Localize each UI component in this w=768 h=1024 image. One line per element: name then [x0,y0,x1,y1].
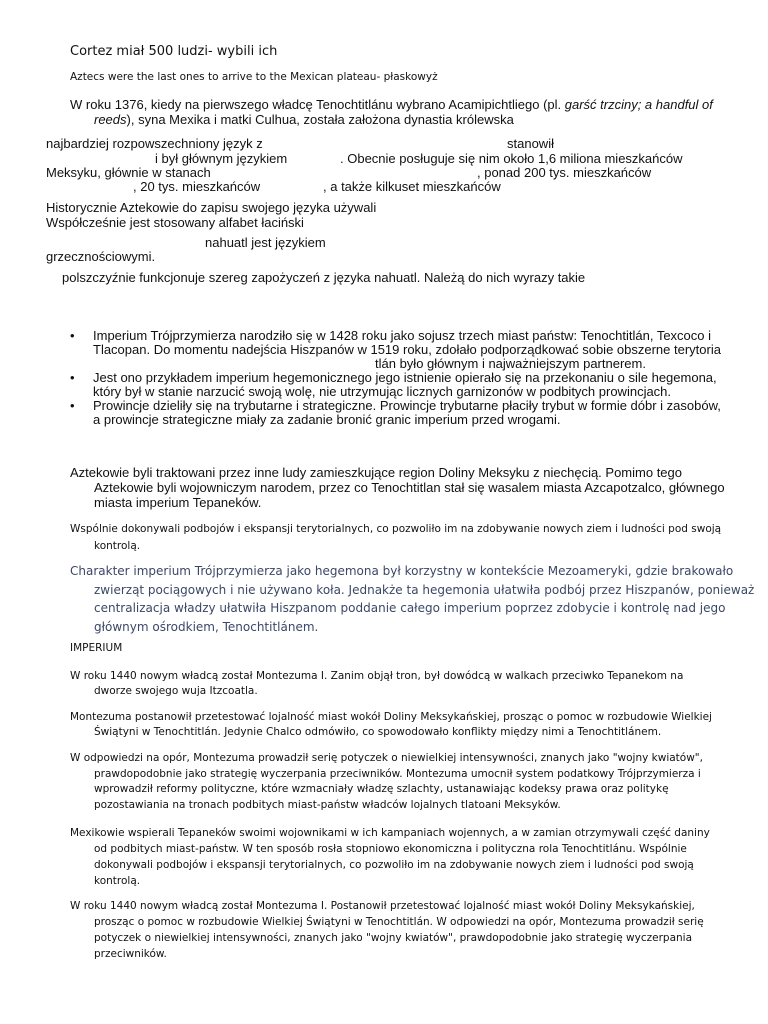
imperium-bullet-list [70,329,720,427]
conquest-line-2: kontrolą. [94,540,141,552]
lang-row1-left: najbardziej rozpowszechniony język z [46,136,263,151]
montezuma1-line-2: dworze swojego wuja Itzcoatla. [94,685,258,697]
bullet-2-line-2: który był w stanie narzucić swoją wolę, nie utrzymując licznych garnizonów w podbitych prowincjach. [93,384,672,399]
character-line-1: Charakter imperium Trójprzymierza jako hegemona był korzystny w kontekście Mezoameryki, gdzie brakowało [70,564,734,578]
bullet-item [70,399,720,427]
character-paragraph [70,562,755,636]
montezuma2-line-1: Montezuma postanowił przetestować lojalność miast wokół Doliny Meksykańskiej, prosząc o pomoc w rozbudowie Wielkiej [70,711,712,723]
aztecs-line-2: Aztekowie byli wojowniczym narodem, przez co Tenochtitlan stał się wasalem miasta Azcapotzalco, głównego [94,480,725,495]
bullet-1-line-3: tlán było głównym i najważniejszym partnerem. [375,356,646,371]
intro-text: W roku 1376, kiedy na pierwszego władcę Tenochtitlánu wybrano Acamipichtliego (pl. [70,97,565,112]
flower-wars-line-4: pozostawiania na tronach podbitych miast-państw władców lojalnych tlatoani Meksyków. [94,798,561,811]
montezuma1-line-1: W roku 1440 nowym władcą został Montezuma I. Zanim objął tron, był dowódcą w walkach przeciwko Tepanekom na [70,670,684,682]
montezuma3-line-4: przeciwników. [94,948,167,960]
intro-text-2: ), syna Mexika i matki Culhua, została założona dynastia królewska [126,112,514,127]
lang-alphabet: Współcześnie jest stosowany alfabet łaciński [46,215,304,230]
montezuma2-line-2: Świątyni w Tenochtitlán. Jedynie Chalco odmówiło, co spowodowało konflikty między nimi a Tenochtitlánem. [94,726,662,738]
flower-wars-paragraph [70,751,720,813]
bullet-2-line-1: • Jest ono przykładem imperium hegemonicznego jego istnienie opierało się na przekonaniu o sile hegemona, [93,370,717,385]
flower-wars-line-2: prawdopodobnie jako strategię wyczerpania przeciwników. Montezuma umocnił system podatkowy Trójprzymierza i [94,767,701,780]
montezuma-paragraph-3 [70,898,720,962]
character-line-3: centralizacja władzy ułatwiła Hiszpanom poddanie całego imperium poprzez zdobycie i kontrolę nad jego [94,601,726,615]
bullet-item [70,371,720,399]
aztecs-line-3: miasta imperium Tepaneków. [94,495,262,510]
aztecs-paragraph [70,465,725,510]
aztecs-line-1: Aztekowie byli traktowani przez inne ludy zamieszkujące region Doliny Meksyku z niechęcią. Pomimo tego [70,465,682,480]
intro-italic: garść trzciny; a handful of [564,97,713,112]
montezuma-paragraph-1 [70,669,720,699]
conquest-paragraph [70,521,720,555]
lang-row2-left: i był głównym językiem [155,151,288,166]
note-cortez: Cortez miał 500 ludzi- wybili ich [70,44,278,59]
mexica-line-1: Mexikowie wspierali Tepaneków swoimi wojownikami w ich kampaniach wojennych, a w zamian otrzymywali część daniny [70,827,710,839]
montezuma3-line-1: W roku 1440 nowym władcą został Montezuma I. Postanowił przetestować lojalność miast wokół Doliny Meksykańskiej, [70,900,695,912]
mexica-line-4: kontrolą. [94,875,141,887]
lang-row3-right: , ponad 200 tys. mieszkańców [477,165,652,180]
imperium-heading: IMPERIUM [70,642,123,654]
lang-nahuatl: nahuatl jest językiem [205,235,326,250]
lang-row2-right: . Obecnie posługuje się nim około 1,6 miliona mieszkańców [340,151,683,166]
montezuma3-line-2: prosząc o pomoc w rozbudowie Wielkiej Świątyni w Tenochtitlán. W odpowiedzi na opór, Montezuma prowadził serię [94,916,704,928]
intro-italic-2: reeds [94,112,127,127]
bullet-3-line-1: • Prowincje dzieliły się na trybutarne i strategiczne. Prowincje trybutarne płaciły trybut w formie dóbr i zasobów, [93,398,721,413]
lang-row4-left: , 20 tys. mieszkańców [133,179,261,194]
character-line-2: zwierząt pociągowych i nie używano koła. Jednakże ta hegemonia ułatwiła podbój przez Hiszpanów, ponieważ [94,582,755,597]
conquest-line-1: Wspólnie dokonywali podbojów i ekspansji terytorialnych, co pozwoliło im na zdobywanie nowych ziem i ludności pod swoją [70,523,722,535]
montezuma-paragraph-2 [70,710,720,740]
montezuma3-line-3: potyczek o niewielkiej intensywności, znanych jako "wojny kwiatów", prawdopodobnie jako strategię wyczerpania [94,932,693,944]
mexica-paragraph [70,825,720,889]
lang-row3-left: Meksyku, głównie w stanach [46,165,211,180]
flower-wars-line-1: W odpowiedzi na opór, Montezuma prowadził serię potyczek o niewielkiej intensywności, znanych jako "wojny kwiatów", [70,752,703,764]
lang-row4-right: , a także kilkuset mieszkańców [323,179,501,194]
bullet-item [70,329,720,371]
mexica-line-2: od podbitych miast-państw. W ten sposób rosła stopniowo ekonomiczna i polityczna rola Tenochtitlánu. Wspólnie [94,843,687,855]
lang-courtesy: grzecznościowymi. [46,249,156,264]
bullet-1-line-1: • Imperium Trójprzymierza narodziło się w 1428 roku jako sojusz trzech miast państw: Tenochtitlán, Texcoco i [93,328,712,343]
bullet-3-line-2: a prowincje strategiczne miały za zadanie bronić granic imperium przed wrogami. [93,412,561,427]
intro-paragraph [70,97,720,127]
bullet-1-line-2: Tlacopan. Do momentu nadejścia Hiszpanów w 1519 roku, zdołało podporządkować sobie obszerne terytoria [93,342,721,357]
note-aztecs-plateau: Aztecs were the last ones to arrive to the Mexican plateau- płaskowyż [70,71,438,83]
mexica-line-3: dokonywali podbojów i ekspansji terytorialnych, co pozwoliło im na zdobywanie nowych ziem i ludności pod swoją [94,859,694,871]
lang-writing: Historycznie Aztekowie do zapisu swojego języka używali [46,200,377,215]
lang-row1-right: stanowił [507,136,554,151]
flower-wars-line-3: wprowadził reformy polityczne, które wzmacniały władzę szlachty, ustanawiając kodeksy prawa oraz politykę [94,783,669,795]
character-line-4: głównym ośrodkiem, Tenochtitlánem. [94,619,319,634]
lang-loanwords: polszczyźnie funkcjonuje szereg zapożyczeń z języka nahuatl. Należą do nich wyrazy takie [62,270,586,285]
